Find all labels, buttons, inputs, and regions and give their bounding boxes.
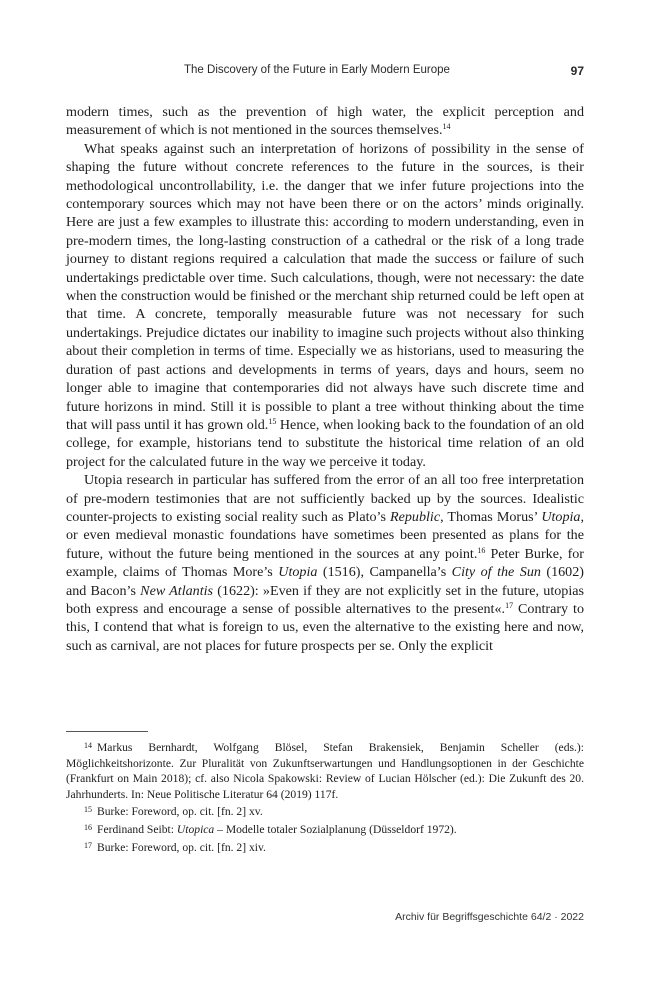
footnote-text: Burke: Foreword, op. cit. [fn. 2] xiv. (97, 840, 266, 854)
paragraph-2 (66, 140, 584, 471)
footnote-ref-15[interactable]: 15 (268, 416, 277, 426)
footnote-17 (66, 838, 584, 856)
title-utopia-more: Utopia (278, 564, 318, 581)
footnote-text-b: – Modelle totaler Sozialplanung (Düsseldorf 1972). (214, 822, 457, 836)
paragraph-3-text-b: , Thomas Morus’ (440, 508, 542, 525)
paragraph-1 (66, 103, 584, 140)
footnote-title-utopica: Utopica (176, 822, 215, 836)
footnote-number: 14 (84, 741, 92, 750)
footnote-text-a: Ferdinand Seibt: (97, 822, 177, 836)
page-header (66, 64, 584, 82)
footnote-ref-16[interactable]: 16 (477, 545, 486, 555)
footnote-ref-17[interactable]: 17 (505, 600, 514, 610)
footnote-text: Markus Bernhardt, Wolfgang Blösel, Stefan Brakensiek, Benjamin Scheller (eds.): Möglichkeitshorizonte. Zur Pluralität von Zukunftserwartungen und Handlungsoptionen in der Geschichte (Frankfurt on Main 2018); cf. also Nicola Spakowski: Review of Lucian Hölscher (ed.): Die Zukunft des 20. Jahrhunderts. In: Neue Politische Literatur 64 (2019) 117f. (66, 741, 584, 801)
paragraph-3-text-g: (1622): »Even if they are not explicitly set in the future, utopias both express and encourage a sense of possible alternatives to the present«. (66, 582, 584, 617)
page-footer: Archiv für Begriffsgeschichte 64/2 · 2022 (395, 911, 584, 923)
footnote-16 (66, 820, 584, 838)
title-republic: Republic (389, 508, 441, 525)
footnote-number: 16 (84, 822, 92, 832)
footnotes (66, 738, 584, 855)
running-title: The Discovery of the Future in Early Modern Europe (184, 64, 450, 76)
main-text (66, 103, 584, 655)
paragraph-3-text-h: Contrary to this, I contend that what is foreign to us, even the alternative to the existing here and now, such as carnival, are not places for future prospects per se. Only the explicit (66, 600, 585, 654)
paragraph-3-text-e: (1516), Campanella’s (317, 564, 452, 581)
footnote-ref-14[interactable]: 14 (442, 122, 451, 132)
footnote-number: 17 (84, 840, 92, 850)
footnote-14 (66, 738, 584, 802)
title-city-of-the-sun: City of the Sun (451, 564, 541, 581)
paragraph-3-text-f: (1602) and Bacon’s (66, 564, 584, 599)
footnote-number: 15 (84, 805, 92, 815)
title-utopia: Utopia (541, 508, 581, 525)
paragraph-3 (66, 471, 584, 655)
paragraph-1-text: modern times, such as the prevention of high water, the explicit perception and measurement of which is not mentioned in the sources themselves. (66, 104, 584, 139)
paragraph-3-text-c: , or even medieval monastic foundations have sometimes been presented as plans for the future, without the future being mentioned in the sources at any point. (66, 508, 584, 562)
title-new-atlantis: New Atlantis (140, 582, 214, 599)
paragraph-3-text-a: Utopia research in particular has suffered from the error of an all too free interpretation of pre-modern testimonies that are not sufficiently backed up by the sources. Idealistic counter-projects to existing social reality such as Plato’s (66, 472, 584, 525)
footnote-text: Burke: Foreword, op. cit. [fn. 2] xv. (97, 805, 263, 819)
footnote-15 (66, 802, 584, 820)
page-number: 97 (570, 64, 584, 78)
footnote-divider (66, 731, 148, 732)
paragraph-2-text-b: Hence, when looking back to the foundation of an old college, for example, historians tend to substitute the historical time relation of an old project for the calculated future in the way we perceive it today. (66, 416, 584, 470)
paragraph-3-text-d: Peter Burke, for example, claims of Thomas More’s (66, 545, 585, 581)
paragraph-2-text-a: What speaks against such an interpretation of horizons of possibility in the sense of shaping the future without concrete references to the future in the sources, is their methodological uncontrollability, i.e. the danger that we infer future projections into the contemporary sources which may not have been there or on the actors’ minds originally. Here are just a few examples to illustrate this: according to modern understanding, even in pre-modern times, the long-lasting construction of a cathedral or the risk of a long trade journey to distant regions required a calculation that made the success or failure of such undertakings predictable over time. Such calculations, though, were not necessary: the date when the construction would be finished or the merchant ship returned could be left open at that time. A concrete, temporally measurable future was not necessary for such undertakings. Prejudice dictates our inability to imagine such projects without also thinking about their completion in terms of time. Especially we as historians, used to measuring the duration of past actions and developments in terms of years, days and hours, seem no longer able to imagine that contemporaries did not always have such discrete time and future horizons in mind. Still it is possible to plant a tree without thinking about the time that will pass until it has grown old. (66, 140, 584, 433)
